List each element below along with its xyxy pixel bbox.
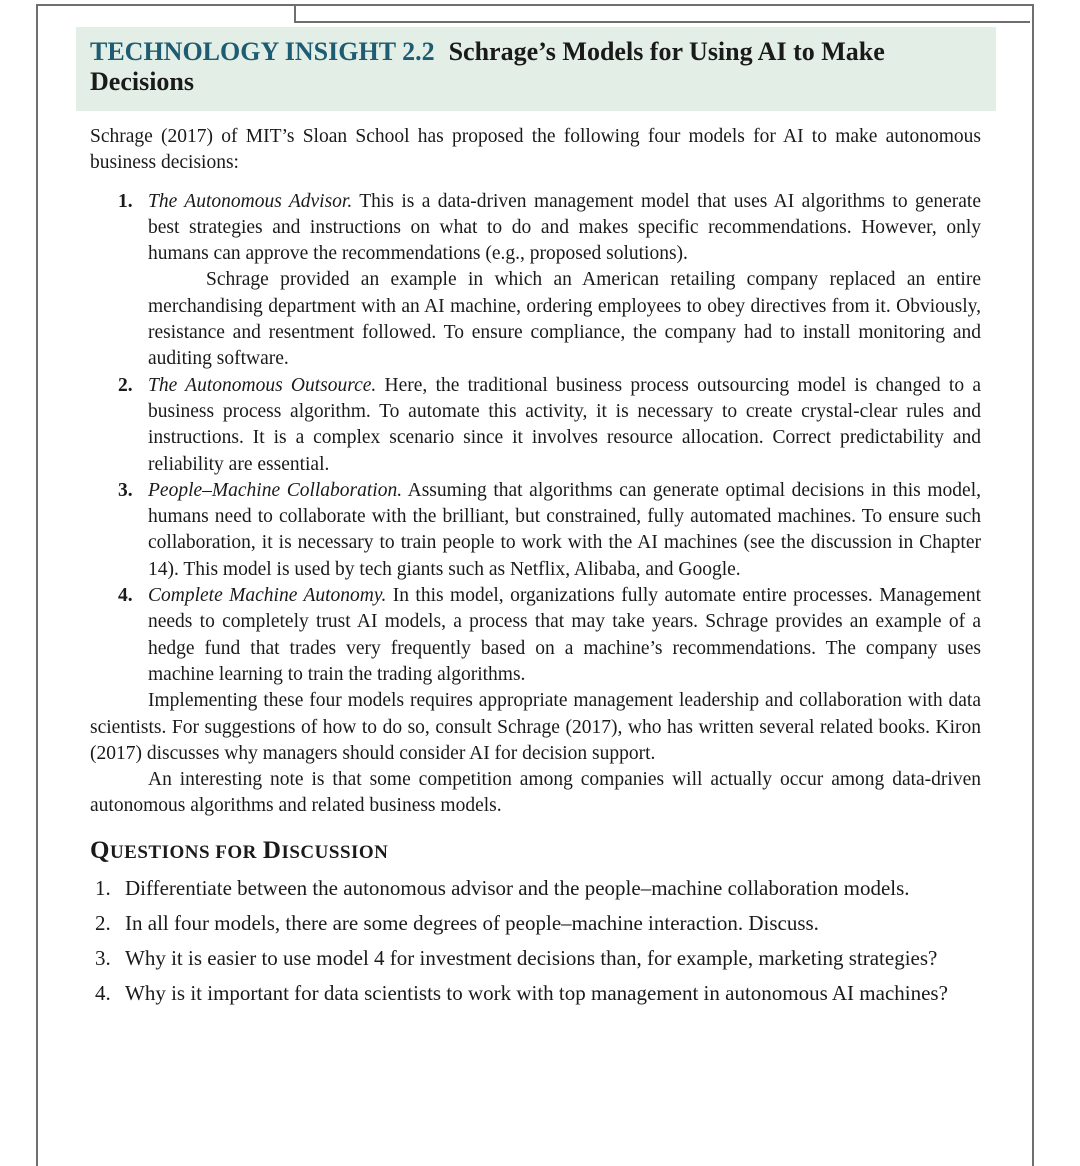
questions-heading — [90, 838, 981, 866]
question-item — [90, 909, 981, 937]
insight-header-box — [76, 27, 996, 111]
model-name: The Autonomous Advisor. — [148, 190, 353, 212]
insight-body — [90, 124, 981, 1014]
model-name: Complete Machine Autonomy. — [148, 585, 387, 607]
model-name: The Autonomous Outsource. — [148, 374, 377, 396]
question-number: 1. — [95, 876, 111, 901]
model-item — [90, 583, 981, 688]
model-text: Assuming that algorithms can generate optimal decisions in this model, humans need to collaborate with the brilliant, but constrained, fully automated machines. To ensure such collaboration, it is necessary to train people to work with the AI machines (see the discussion in Chapter 14). This model is used by tech giants such as Netflix, Alibaba, and Google. — [148, 479, 981, 580]
model-name: People–Machine Collaboration. — [148, 479, 403, 501]
model-item — [90, 373, 981, 478]
question-item — [90, 874, 981, 902]
insight-title-text: Schrage’s Models for Using AI to Make Decisions — [90, 37, 885, 96]
question-text: Why it is easier to use model 4 for investment decisions than, for example, marketing strategies? — [125, 946, 938, 971]
model-text: Here, the traditional business process outsourcing model is changed to a business process algorithm. To automate this activity, it is necessary to create crystal-clear rules and instructions. It is a complex scenario since it involves resource allocation. Correct predictability and reliability are essential. — [148, 374, 981, 475]
model-number: 1. — [118, 190, 133, 212]
question-item — [90, 944, 981, 972]
questions-list — [90, 874, 981, 1007]
insight-label: TECHNOLOGY INSIGHT 2.2 — [90, 37, 435, 66]
question-number: 3. — [95, 946, 111, 971]
question-item — [90, 979, 981, 1007]
closing-paragraph: Implementing these four models requires appropriate management leadership and collaboration with data scientists. For suggestions of how to do so, consult Schrage (2017), who has written several related books. Kiron (2017) discusses why managers should consider AI for decision support. — [90, 690, 981, 764]
heading-rest: ISCUSSION — [281, 841, 389, 863]
model-text: In this model, organizations fully automate entire processes. Management needs to completely trust AI models, a process that may take years. Schrage provides an example of a hedge fund that trades very frequently based on a machine’s recommendations. The company uses machine learning to train the trading algorithms. — [148, 585, 982, 685]
model-paragraph — [148, 583, 981, 688]
models-list — [90, 189, 981, 689]
top-rule-horizontal — [294, 21, 1030, 23]
question-text: Why is it important for data scientists to work with top management in autonomous AI machines? — [125, 981, 948, 1006]
model-text: This is a data-driven management model that uses AI algorithms to generate best strategies and instructions on what to do and makes specific recommendations. However, only humans can approve the recommendations (e.g., proposed solutions). — [148, 190, 982, 265]
heading-initial: D — [262, 836, 282, 864]
model-example-paragraph: Schrage provided an example in which an American retailing company replaced an entire merchandising department with an AI machine, ordering employees to obey directives from it. Obviously, resistance and resentment followed. To ensure compliance, the company had to install monitoring and auditing software. — [148, 269, 981, 370]
closing-paragraph: An interesting note is that some competition among companies will actually occur among data-driven autonomous algorithms and related business models. — [90, 769, 981, 817]
heading-initial: Q — [90, 836, 110, 864]
question-number: 4. — [95, 981, 111, 1006]
model-paragraph — [148, 478, 981, 583]
question-text: Differentiate between the autonomous advisor and the people–machine collaboration models. — [125, 876, 910, 901]
model-item — [90, 478, 981, 583]
model-paragraph — [148, 373, 981, 478]
model-number: 3. — [118, 479, 133, 501]
question-text: In all four models, there are some degrees of people–machine interaction. Discuss. — [125, 911, 819, 936]
model-paragraph — [148, 189, 981, 268]
question-number: 2. — [95, 911, 111, 936]
insight-title — [90, 37, 980, 97]
model-item — [90, 189, 981, 373]
heading-rest: UESTIONS FOR — [109, 841, 257, 863]
model-number: 2. — [118, 374, 133, 396]
intro-paragraph: Schrage (2017) of MIT’s Sloan School has proposed the following four models for AI to make autonomous business decisions: — [90, 126, 981, 174]
model-number: 4. — [118, 585, 133, 607]
